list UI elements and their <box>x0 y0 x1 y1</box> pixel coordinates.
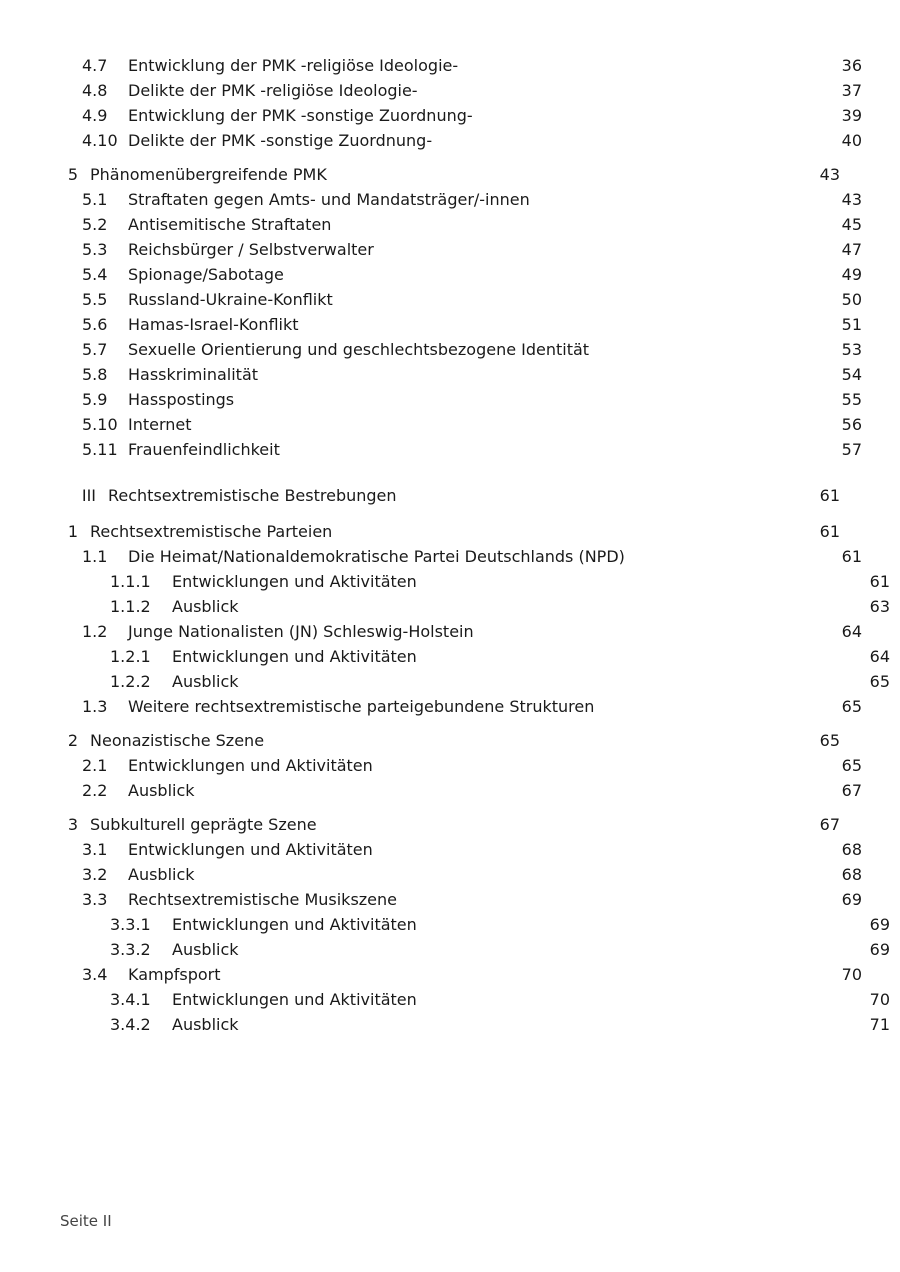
toc-entry-label: Ausblick <box>172 1015 239 1034</box>
toc-entry-label: Entwicklung der PMK -religiöse Ideologie- <box>128 56 459 75</box>
toc-entry-label: Ausblick <box>172 672 239 691</box>
toc-entry-label: Die Heimat/Nationaldemokratische Partei Deutschlands (NPD) <box>128 547 625 566</box>
toc-entry[interactable] <box>60 756 862 775</box>
toc-entry[interactable] <box>60 81 862 100</box>
toc-entry-page-number: 64 <box>869 647 890 666</box>
toc-entry[interactable] <box>60 840 862 859</box>
toc-entry-page-number: 61 <box>819 522 840 541</box>
toc-entry-number: 1 <box>67 522 78 541</box>
toc-entry-page-number: 55 <box>841 390 862 409</box>
toc-entry[interactable] <box>60 697 862 716</box>
toc-entry[interactable] <box>60 597 890 616</box>
toc-entry[interactable] <box>60 415 862 434</box>
toc-entry-label: Entwicklungen und Aktivitäten <box>172 915 417 934</box>
toc-entry-page-number: 49 <box>841 265 862 284</box>
toc-entry-number: 4.8 <box>82 81 108 100</box>
toc-entry-number: 5.7 <box>82 340 108 359</box>
toc-entry-page-number: 65 <box>841 756 862 775</box>
toc-entry-page-number: 39 <box>841 106 862 125</box>
toc-entry-number: 3.3.2 <box>110 940 151 959</box>
toc-entry[interactable] <box>60 315 862 334</box>
toc-entry-number: 5.8 <box>82 365 108 384</box>
toc-entry[interactable] <box>60 865 862 884</box>
toc-entry-number: 3.3 <box>82 890 108 909</box>
toc-entry[interactable] <box>60 781 862 800</box>
toc-entry[interactable] <box>60 990 890 1009</box>
toc-entry-page-number: 37 <box>841 81 862 100</box>
toc-entry-label: Russland-Ukraine-Konflikt <box>128 290 333 309</box>
toc-entry-label: Ausblick <box>172 597 239 616</box>
toc-entry-number: 4.7 <box>82 56 108 75</box>
toc-entry[interactable] <box>60 915 890 934</box>
toc-entry-label: Hasspostings <box>128 390 235 409</box>
toc-entry-page-number: 43 <box>841 190 862 209</box>
toc-entry-page-number: 47 <box>841 240 862 259</box>
toc-entry[interactable] <box>60 647 890 666</box>
toc-entry-label: Sexuelle Orientierung und geschlechtsbezogene Identität <box>128 340 590 359</box>
page-footer: Seite II <box>60 1212 112 1230</box>
toc-entry-label: Junge Nationalisten (JN) Schleswig-Holstein <box>128 622 474 641</box>
toc-entry-label: Entwicklungen und Aktivitäten <box>172 990 417 1009</box>
toc-entry-number: 3.1 <box>82 840 108 859</box>
toc-entry-number: 5.3 <box>82 240 108 259</box>
toc-entry[interactable] <box>60 622 862 641</box>
toc-entry-page-number: 63 <box>869 597 890 616</box>
toc-entry-number: 5.5 <box>82 290 108 309</box>
toc-entry[interactable] <box>60 572 890 591</box>
toc-entry-number: 5.9 <box>82 390 108 409</box>
toc-entry-label: Reichsbürger / Selbstverwalter <box>128 240 374 259</box>
toc-entry[interactable] <box>60 215 862 234</box>
toc-entry-number: 5.11 <box>82 440 118 459</box>
toc-entry-label: Neonazistische Szene <box>90 731 265 750</box>
toc-entry-label: Spionage/Sabotage <box>128 265 284 284</box>
toc-entry-label: Entwicklung der PMK -sonstige Zuordnung- <box>128 106 473 125</box>
toc-entry-label: Ausblick <box>128 781 195 800</box>
toc-entry-label: Rechtsextremistische Bestrebungen <box>108 486 397 505</box>
toc-entry[interactable] <box>60 290 862 309</box>
toc-entry[interactable] <box>60 890 862 909</box>
toc-entry-number: 2.2 <box>82 781 108 800</box>
toc-entry-page-number: 67 <box>841 781 862 800</box>
toc-entry-number: 1.1.2 <box>110 597 151 616</box>
toc-entry-number: 3 <box>67 815 78 834</box>
toc-entry-number: 5.10 <box>82 415 118 434</box>
toc-entry-page-number: 53 <box>841 340 862 359</box>
toc-entry-label: Delikte der PMK -sonstige Zuordnung- <box>128 131 433 150</box>
toc-entry[interactable] <box>60 167 840 183</box>
toc-entry[interactable] <box>60 1015 890 1034</box>
toc-entry-page-number: 65 <box>841 697 862 716</box>
toc-entry-number: 4.10 <box>82 131 118 150</box>
toc-entry[interactable] <box>60 817 840 833</box>
toc-entry-number: 1.1.1 <box>110 572 151 591</box>
toc-entry-page-number: 61 <box>841 547 862 566</box>
toc-entry-page-number: 69 <box>841 890 862 909</box>
toc-entry-label: Rechtsextremistische Parteien <box>90 522 333 541</box>
toc-entry[interactable] <box>60 547 862 566</box>
toc-entry[interactable] <box>60 340 862 359</box>
toc-entry-label: Hamas-Israel-Konflikt <box>128 315 299 334</box>
toc-entry-page-number: 70 <box>841 965 862 984</box>
toc-entry-number: 2.1 <box>82 756 108 775</box>
toc-entry[interactable] <box>60 524 840 540</box>
toc-entry[interactable] <box>60 440 862 459</box>
toc-entry[interactable] <box>60 265 862 284</box>
toc-entry-page-number: 70 <box>869 990 890 1009</box>
toc-entry-label: Delikte der PMK -religiöse Ideologie- <box>128 81 418 100</box>
toc-entry-number: 3.2 <box>82 865 108 884</box>
toc-entry-number: 2 <box>67 731 78 750</box>
toc-entry[interactable] <box>60 190 862 209</box>
toc-entry-page-number: 50 <box>841 290 862 309</box>
toc-entry-page-number: 65 <box>819 731 840 750</box>
toc-entry[interactable] <box>60 56 862 75</box>
toc-entry-page-number: 65 <box>869 672 890 691</box>
toc-entry-number: 5 <box>67 165 78 184</box>
toc-entry-number: 1.3 <box>82 697 108 716</box>
toc-entry-page-number: 56 <box>841 415 862 434</box>
toc-entry-number: 5.2 <box>82 215 108 234</box>
toc-entry-label: Internet <box>128 415 192 434</box>
toc-entry-number: III <box>81 486 96 505</box>
toc-entry-page-number: 43 <box>819 165 840 184</box>
toc-entry-label: Frauenfeindlichkeit <box>128 440 280 459</box>
toc-entry-page-number: 36 <box>841 56 862 75</box>
toc-entry-page-number: 67 <box>819 815 840 834</box>
toc-entry-number: 5.6 <box>82 315 108 334</box>
toc-entry[interactable] <box>60 106 862 125</box>
toc-entry-page-number: 61 <box>869 572 890 591</box>
toc-entry[interactable] <box>60 940 890 959</box>
toc-entry-page-number: 51 <box>841 315 862 334</box>
toc-entry-number: 3.3.1 <box>110 915 151 934</box>
toc-entry[interactable] <box>60 131 862 150</box>
toc-entry-page-number: 45 <box>841 215 862 234</box>
toc-entry-page-number: 71 <box>869 1015 890 1034</box>
toc-entry-label: Subkulturell geprägte Szene <box>90 815 317 834</box>
toc-entry-label: Kampfsport <box>128 965 221 984</box>
toc-entry-label: Straftaten gegen Amts- und Mandatsträger/-innen <box>128 190 530 209</box>
toc-entry[interactable] <box>60 365 862 384</box>
toc-entry-number: 1.2 <box>82 622 108 641</box>
toc-entry-number: 1.2.1 <box>110 647 151 666</box>
toc-entry-page-number: 57 <box>841 440 862 459</box>
toc-entry-page-number: 64 <box>841 622 862 641</box>
toc-entry-label: Antisemitische Straftaten <box>128 215 332 234</box>
toc-entry-number: 3.4.1 <box>110 990 151 1009</box>
toc-entry[interactable] <box>60 672 890 691</box>
toc-entry-label: Entwicklungen und Aktivitäten <box>172 647 417 666</box>
toc-entry-label: Weitere rechtsextremistische parteigebundene Strukturen <box>128 697 595 716</box>
toc-entry-page-number: 68 <box>841 840 862 859</box>
toc-entry[interactable] <box>60 488 840 504</box>
toc-entry-label: Rechtsextremistische Musikszene <box>128 890 398 909</box>
toc-entry-label: Ausblick <box>172 940 239 959</box>
toc-entry-label: Entwicklungen und Aktivitäten <box>172 572 417 591</box>
toc-entry[interactable] <box>60 240 862 259</box>
toc-entry-page-number: 61 <box>819 486 840 505</box>
toc-entry-page-number: 69 <box>869 940 890 959</box>
toc-entry-number: 1.1 <box>82 547 108 566</box>
toc-entry-number: 4.9 <box>82 106 108 125</box>
toc-entry-number: 3.4 <box>82 965 108 984</box>
toc-entry-label: Hasskriminalität <box>128 365 259 384</box>
toc-entry-number: 5.1 <box>82 190 108 209</box>
toc-entry-label: Ausblick <box>128 865 195 884</box>
toc-entry[interactable] <box>60 390 862 409</box>
toc-entry-number: 1.2.2 <box>110 672 151 691</box>
toc-entry-number: 5.4 <box>82 265 108 284</box>
toc-entry-number: 3.4.2 <box>110 1015 151 1034</box>
toc-entry[interactable] <box>60 965 862 984</box>
toc-entry-page-number: 68 <box>841 865 862 884</box>
toc-entry-label: Entwicklungen und Aktivitäten <box>128 756 373 775</box>
toc-entry-page-number: 69 <box>869 915 890 934</box>
toc-entry-label: Phänomenübergreifende PMK <box>90 165 327 184</box>
toc-entry-page-number: 40 <box>841 131 862 150</box>
toc-entry-page-number: 54 <box>841 365 862 384</box>
toc-entry[interactable] <box>60 733 840 749</box>
toc-entry-label: Entwicklungen und Aktivitäten <box>128 840 373 859</box>
table-of-contents <box>60 56 890 1034</box>
